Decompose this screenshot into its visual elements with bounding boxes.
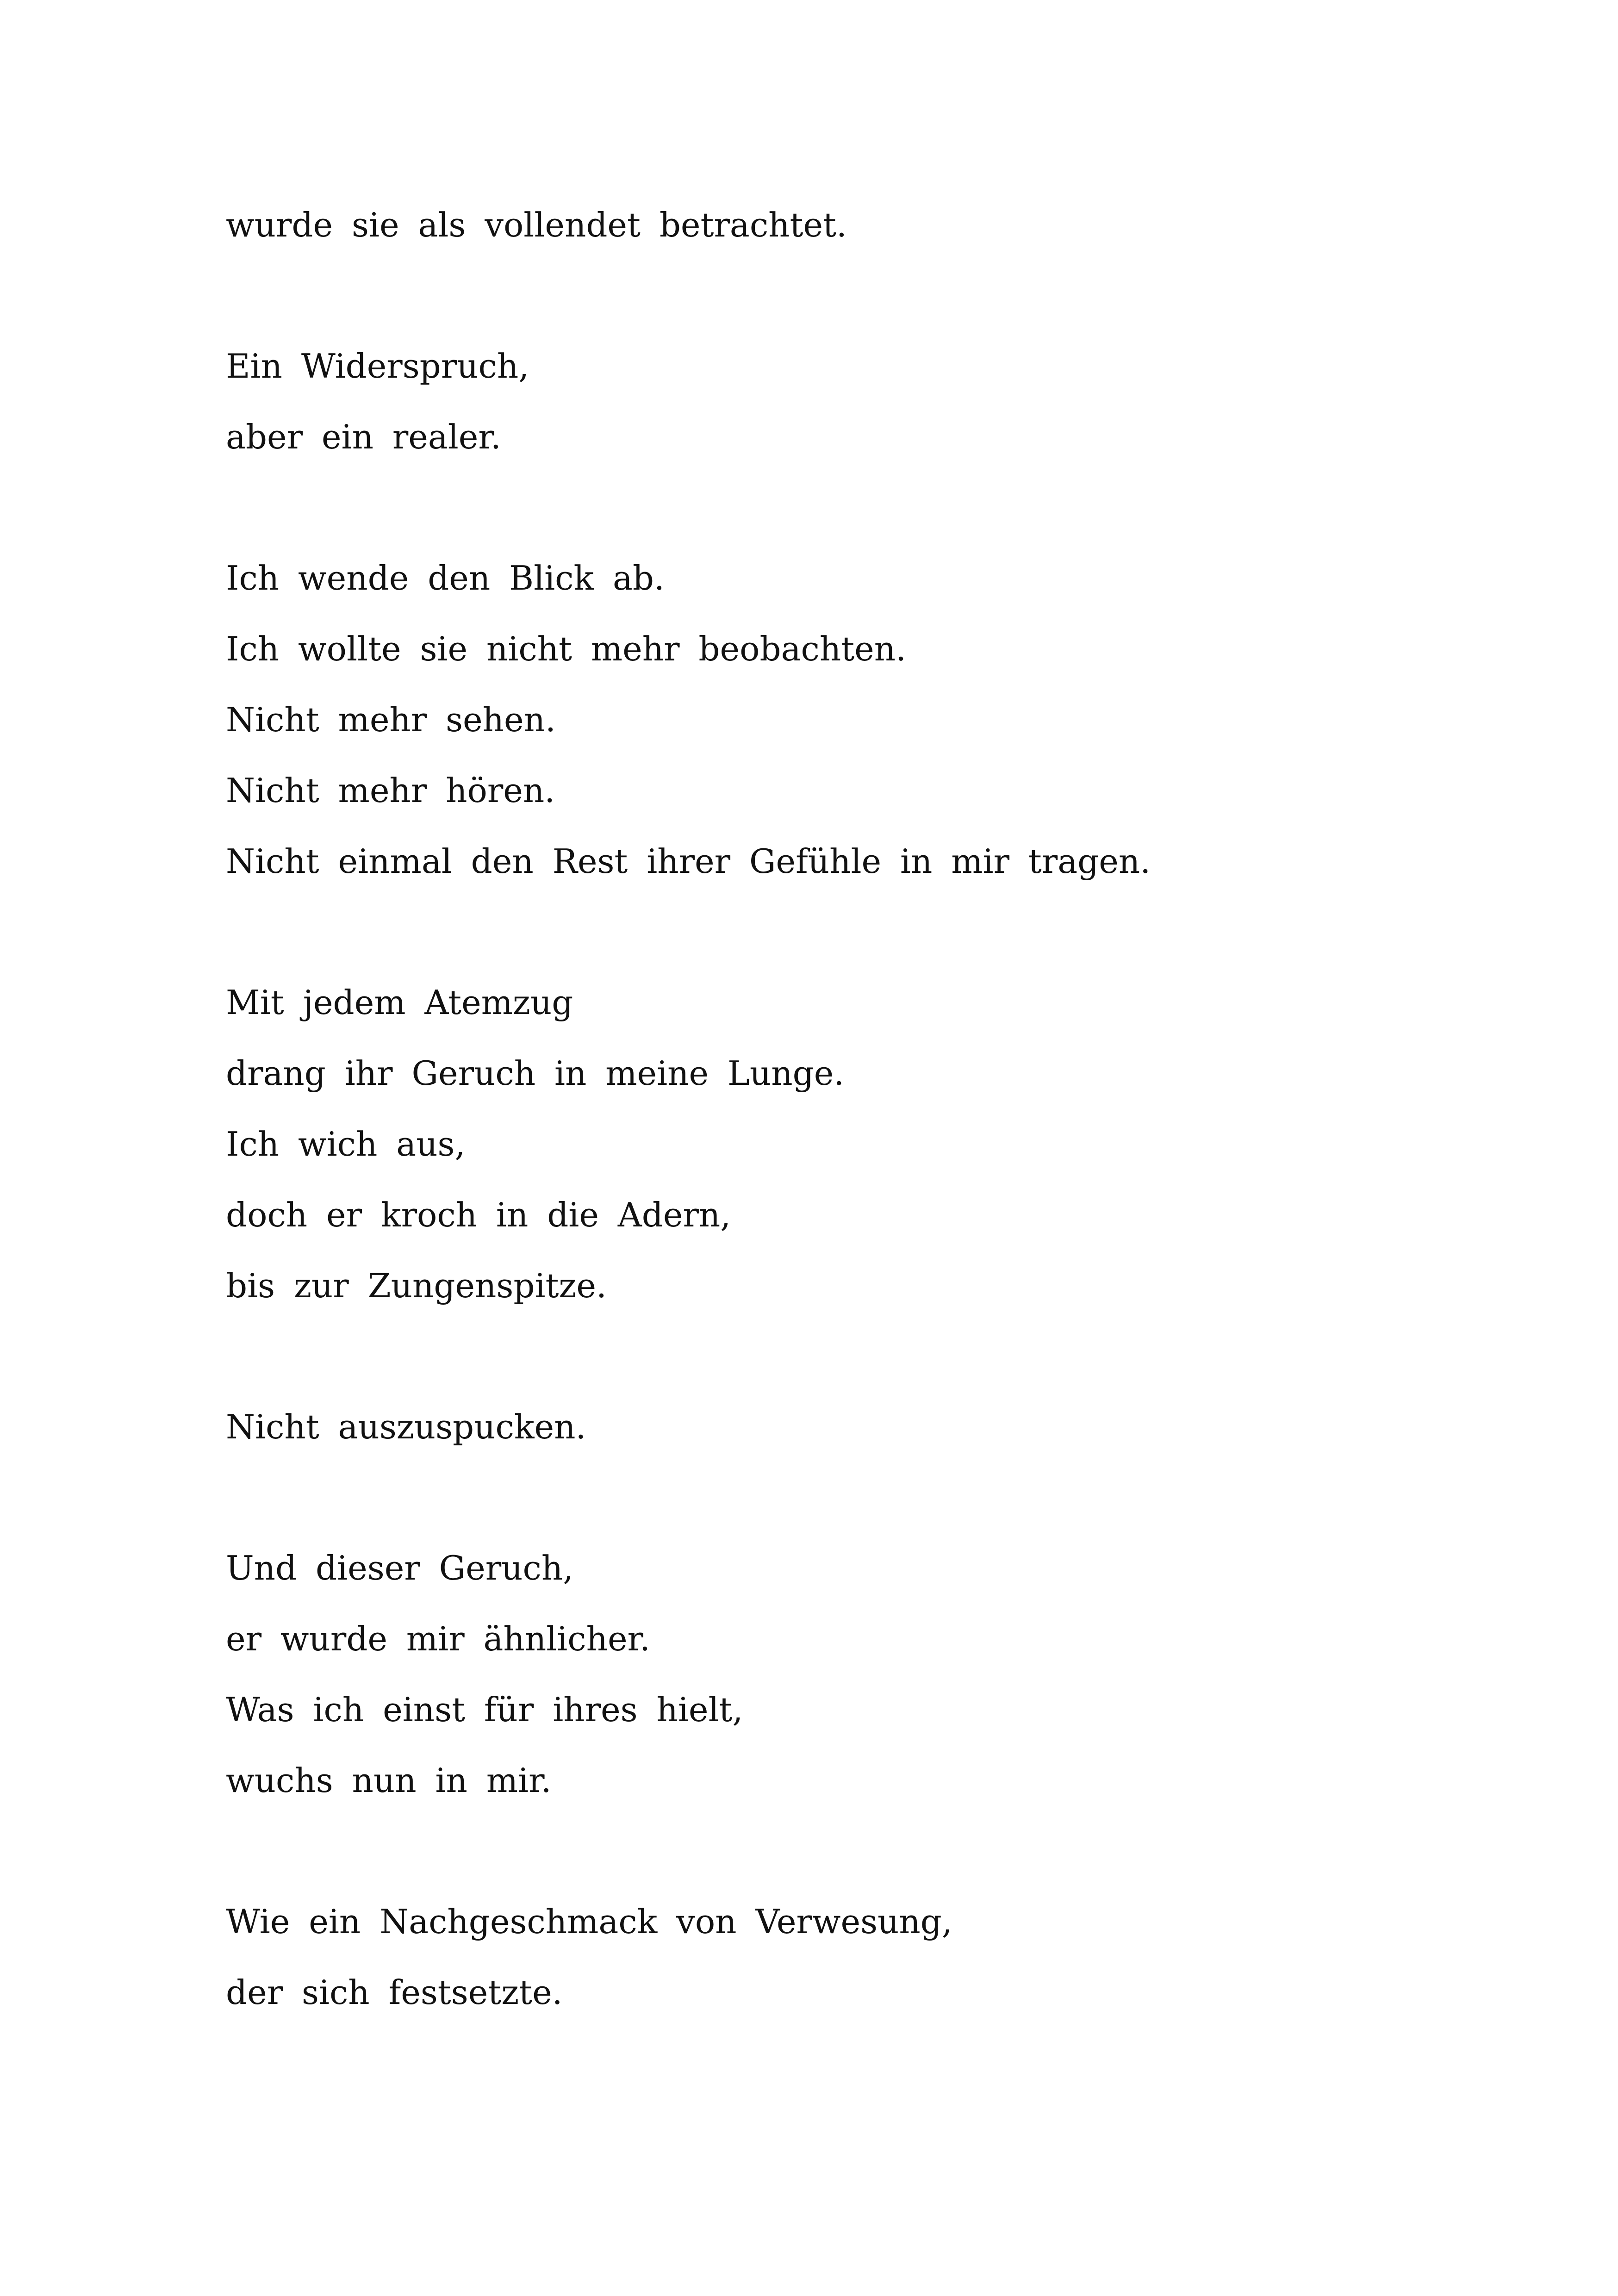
text-line: Nicht mehr sehen. bbox=[226, 700, 556, 739]
text-line: bis zur Zungenspitze. bbox=[226, 1266, 607, 1305]
stanza-3 bbox=[226, 543, 1475, 897]
stanza-5 bbox=[226, 1392, 1475, 1462]
stanza-1 bbox=[226, 190, 1475, 261]
text-line: Nicht mehr hören. bbox=[226, 771, 555, 810]
text-line: Nicht auszuspucken. bbox=[226, 1407, 586, 1446]
text-line: Ich wollte sie nicht mehr beobachten. bbox=[226, 629, 906, 668]
text-line: der sich festsetzte. bbox=[226, 1973, 563, 2012]
text-line: Mit jedem Atemzug bbox=[226, 983, 573, 1022]
text-line: Und dieser Geruch, bbox=[226, 1549, 574, 1587]
text-line: aber ein realer. bbox=[226, 417, 501, 456]
text-line: er wurde mir ähnlicher. bbox=[226, 1619, 650, 1658]
text-line: Wie ein Nachgeschmack von Verwesung, bbox=[226, 1902, 952, 1941]
poem-text bbox=[226, 190, 1475, 2098]
stanza-7 bbox=[226, 1886, 1475, 2028]
text-line: wuchs nun in mir. bbox=[226, 1761, 552, 1800]
text-line: Ich wich aus, bbox=[226, 1125, 466, 1164]
stanza-2 bbox=[226, 331, 1475, 473]
text-line: Was ich einst für ihres hielt, bbox=[226, 1690, 743, 1729]
text-line: Ein Widerspruch, bbox=[226, 347, 529, 386]
text-line: doch er kroch in die Adern, bbox=[226, 1195, 731, 1234]
stanza-6 bbox=[226, 1533, 1475, 1816]
text-line: Nicht einmal den Rest ihrer Gefühle in mir tragen. bbox=[226, 842, 1151, 881]
text-line: wurde sie als vollendet betrachtet. bbox=[226, 205, 847, 244]
text-line: drang ihr Geruch in meine Lunge. bbox=[226, 1054, 845, 1093]
stanza-4 bbox=[226, 967, 1475, 1321]
text-line: Ich wende den Blick ab. bbox=[226, 559, 665, 597]
